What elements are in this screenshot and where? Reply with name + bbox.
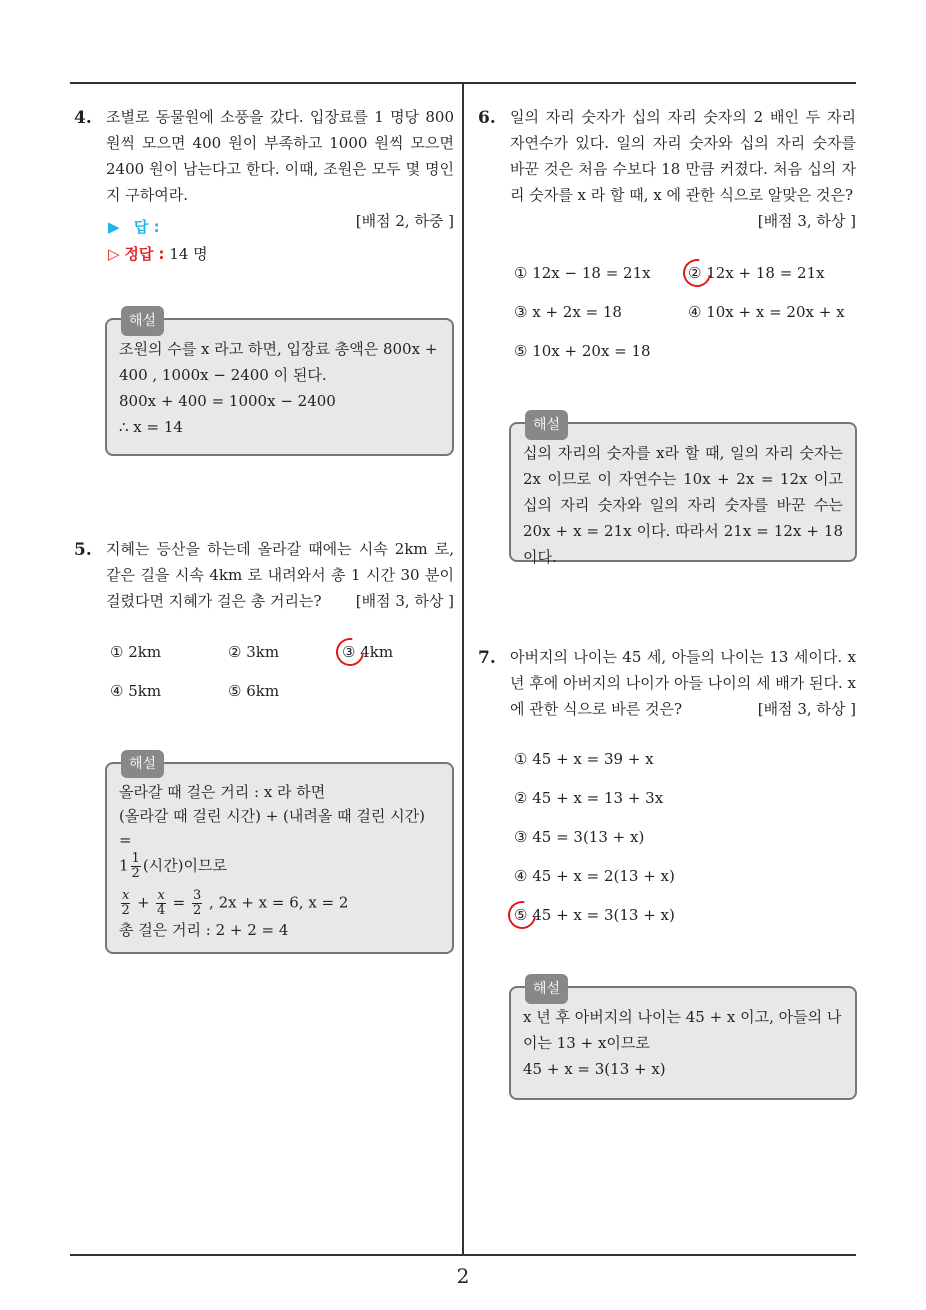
q5-choice-2[interactable]: ② 3km bbox=[228, 643, 280, 661]
q7-number: 7. bbox=[478, 648, 496, 668]
q4-number: 4. bbox=[74, 108, 92, 128]
equals-sign: = bbox=[172, 893, 186, 912]
q6-text: 일의 자리 숫자가 십의 자리 숫자의 2 배인 두 자리 자연수가 있다. 일의 자리 숫자와 십의 자리 숫자를 바꾼 것은 처음 수보다 18 만큼 커졌다. 처음 십의 자리 숫자를 x 라 할 때, x 에 관한 식으로 알맞은 것은? bbox=[510, 108, 856, 204]
fraction-x-over-4 bbox=[156, 889, 165, 918]
q7-exp-line-2: 45 + x = 3(13 + x) bbox=[523, 1060, 666, 1078]
answer-circle-mark bbox=[503, 896, 542, 935]
q4-text: 조별로 동물원에 소풍을 갔다. 입장료를 1 명당 800 원씩 모으면 400 원이 부족하고 1000 원씩 모으면 2400 원이 남는다고 한다. 이때, 조원은 모두 몇 명인지 구하여라. bbox=[106, 108, 454, 204]
q4-exp-line-3: ∴ x = 14 bbox=[119, 418, 183, 436]
q6-meta: [배점 3, 하상 ] bbox=[757, 212, 856, 230]
q6-choice-4[interactable]: ④ 10x + x = 20x + x bbox=[688, 303, 845, 321]
answer-triangle-icon: ▶ bbox=[108, 218, 120, 236]
q7-meta: [배점 3, 하상 ] bbox=[757, 700, 856, 718]
q6-choice-3[interactable]: ③ x + 2x = 18 bbox=[514, 303, 622, 321]
page-number: 2 bbox=[456, 1264, 470, 1288]
fraction-denominator: 2 bbox=[192, 903, 202, 918]
q7-body bbox=[510, 644, 856, 722]
q5-exp-line-3 bbox=[119, 852, 440, 881]
fraction-numerator: 3 bbox=[192, 888, 202, 903]
fraction bbox=[131, 852, 141, 881]
fraction-3-over-2 bbox=[192, 889, 202, 918]
answer-circle-mark bbox=[678, 254, 717, 293]
q4-answer-label: 답 : bbox=[133, 218, 160, 236]
q7-choice-1[interactable]: ① 45 + x = 39 + x bbox=[514, 750, 654, 768]
q6-choice-1[interactable]: ① 12x − 18 = 21x bbox=[514, 264, 651, 282]
q5-choice-3[interactable]: ③ 4km bbox=[342, 643, 394, 661]
q4-exp-line-1: 조원의 수를 x 라고 하면, 입장료 총액은 800x + 400 , 1000x − 2400 이 된다. bbox=[119, 340, 438, 384]
q5-body bbox=[106, 536, 454, 614]
column-divider bbox=[462, 83, 464, 1255]
correct-triangle-icon: ▷ bbox=[108, 245, 120, 263]
q6-body bbox=[510, 104, 856, 234]
q5-exp-line-2: (올라갈 때 걸린 시간) + (내려올 때 걸린 시간) = bbox=[119, 807, 425, 849]
q5-exp-line-1: 올라갈 때 걸은 거리 : x 라 하면 bbox=[119, 783, 326, 801]
answer-circle-mark bbox=[331, 633, 370, 672]
plus-sign: + bbox=[137, 893, 150, 912]
fraction-denominator: 4 bbox=[157, 903, 166, 918]
q4-correct-label: 정답 : bbox=[124, 245, 165, 263]
fraction-x-over-2 bbox=[121, 889, 130, 918]
q6-choice-5[interactable]: ⑤ 10x + 20x = 18 bbox=[514, 342, 651, 360]
q6-explanation-tag: 해설 bbox=[525, 410, 568, 440]
q6-explanation-box bbox=[509, 417, 857, 566]
q7-choice-2[interactable]: ② 45 + x = 13 + 3x bbox=[514, 789, 664, 807]
q4-exp-line-2: 800x + 400 = 1000x − 2400 bbox=[119, 392, 336, 410]
q5-choice-1[interactable]: ① 2km bbox=[110, 643, 162, 661]
fraction-denominator: 2 bbox=[121, 903, 130, 918]
q5-choice-5[interactable]: ⑤ 6km bbox=[228, 682, 280, 700]
q4-correct-row bbox=[108, 243, 208, 264]
q5-choice-4[interactable]: ④ 5km bbox=[110, 682, 162, 700]
q6-exp-text: 십의 자리의 숫자를 x라 할 때, 일의 자리 숫자는 2x 이므로 이 자연수는 10x + 2x = 12x 이고 십의 자리 숫자와 일의 자리 숫자를 바꾼 수는 20x + x = 21x 이다. 따라서 21x = 12x + 18이다. bbox=[523, 444, 843, 566]
q4-correct-value: 14 명 bbox=[169, 245, 208, 263]
q5-exp-line-5: 총 걸은 거리 : 2 + 2 = 4 bbox=[119, 921, 289, 939]
bottom-rule bbox=[70, 1254, 856, 1256]
mixed-number-whole: 1 bbox=[119, 856, 129, 875]
q7-explanation-box bbox=[509, 981, 857, 1100]
q4-body bbox=[106, 104, 454, 234]
q5-explanation-box bbox=[105, 756, 454, 954]
q5-exp-equation bbox=[119, 889, 440, 918]
q6-number: 6. bbox=[478, 108, 496, 128]
exp-line3-rest: (시간)이므로 bbox=[142, 856, 227, 875]
q5-explanation-tag: 해설 bbox=[121, 750, 164, 778]
fraction-numerator: x bbox=[157, 888, 165, 903]
q5-number: 5. bbox=[74, 540, 92, 560]
q5-meta: [배점 3, 하상 ] bbox=[355, 592, 454, 610]
q7-choice-4[interactable]: ④ 45 + x = 2(13 + x) bbox=[514, 867, 675, 885]
equation-rest: , 2x + x = 6, x = 2 bbox=[209, 893, 349, 912]
q7-choice-5[interactable]: ⑤ 45 + x = 3(13 + x) bbox=[514, 906, 675, 924]
q7-exp-line-1: x 년 후 아버지의 나이는 45 + x 이고, 아들의 나이는 13 + x이므로 bbox=[523, 1008, 842, 1052]
q7-explanation-tag: 해설 bbox=[525, 974, 568, 1004]
q7-choice-3[interactable]: ③ 45 = 3(13 + x) bbox=[514, 828, 645, 846]
q4-meta: [배점 2, 하중 ] bbox=[355, 212, 454, 230]
q7-text: 아버지의 나이는 45 세, 아들의 나이는 13 세이다. x년 후에 아버지의 나이가 아들 나이의 세 배가 된다. x 에 관한 식으로 바른 것은? bbox=[510, 648, 856, 718]
fraction-numerator: x bbox=[122, 888, 130, 903]
q6-choice-2[interactable]: ② 12x + 18 = 21x bbox=[688, 264, 825, 282]
q4-explanation-box bbox=[105, 313, 454, 456]
q4-explanation-tag: 해설 bbox=[121, 306, 164, 336]
fraction-numerator: 1 bbox=[131, 851, 140, 866]
q4-answer-row bbox=[108, 216, 160, 237]
fraction-denominator: 2 bbox=[131, 866, 140, 881]
q5-text: 지혜는 등산을 하는데 올라갈 때에는 시속 2km 로, 같은 길을 시속 4km 로 내려와서 총 1 시간 30 분이 걸렸다면 지혜가 걸은 총 거리는? bbox=[106, 540, 454, 610]
